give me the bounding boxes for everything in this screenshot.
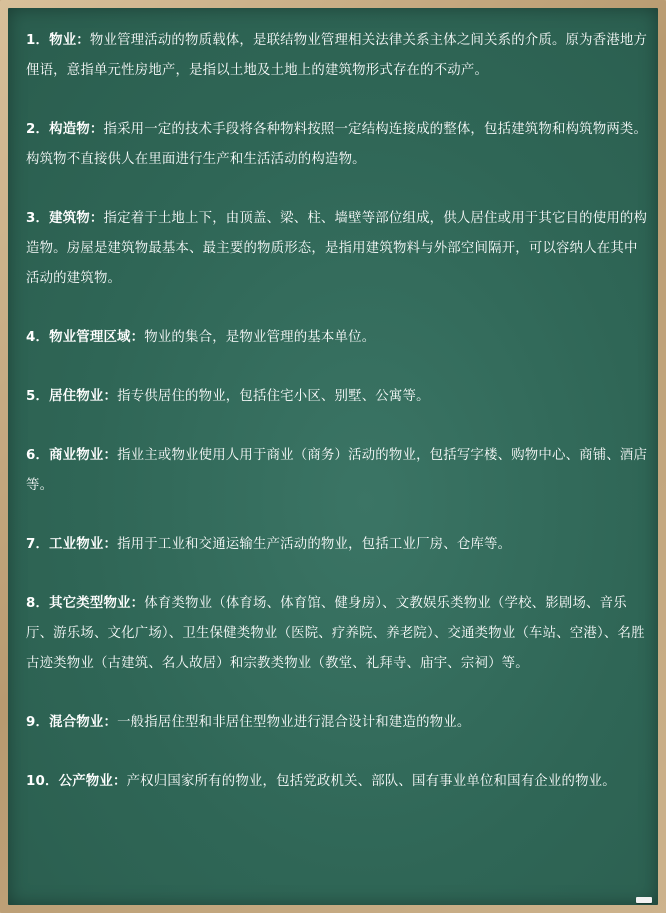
entry-term: 其它类型物业 [49,596,131,611]
entry-term: 物业 [49,33,77,48]
entry-number: 3． [26,211,50,226]
entry-term: 公产物业 [58,774,113,789]
entry-text: 物业的集合，是物业管理的基本单位。 [144,330,376,345]
entry-number: 5． [26,389,50,404]
definitions-list [26,26,648,826]
entry-text: 体育类物业（体育场、体育馆、健身房）、文教娱乐类物业（学校、影剧场、音乐厅、游乐场、文化广场）、卫生保健类物业（医院、疗养院、养老院）、交通类物业（车站、空港）、名胜古迹类物业（古建筑、名人故居）和宗教类物业（教堂、礼拜寺、庙宇、宗祠）等。 [26,596,645,671]
entry-separator: ： [130,596,145,611]
entry-separator: ： [103,537,118,552]
entry-text: 一般指居住型和非居住型物业进行混合设计和建造的物业。 [117,715,471,730]
entry-term: 商业物业 [49,448,104,463]
entry-text: 指专供居住的物业，包括住宅小区、别墅、公寓等。 [117,389,430,404]
entry-number: 1． [26,33,50,48]
entry-term: 工业物业 [49,537,104,552]
entry-number: 4． [26,330,50,345]
entry-separator: ： [103,389,118,404]
entry-text: 指业主或物业使用人用于商业（商务）活动的物业，包括写字楼、购物中心、商铺、酒店等。 [26,448,648,493]
definition-entry [26,441,648,501]
entry-text: 产权归国家所有的物业，包括党政机关、部队、国有事业单位和国有企业的物业。 [126,774,616,789]
definition-entry [26,530,648,560]
entry-number: 8． [26,596,50,611]
entry-term: 混合物业 [49,715,104,730]
definition-entry [26,26,648,86]
definition-entry [26,767,648,797]
definition-entry [26,382,648,412]
definition-entry [26,204,648,294]
entry-separator: ： [89,122,104,137]
definition-entry [26,323,648,353]
entry-number: 6． [26,448,50,463]
entry-separator: ： [103,715,118,730]
entry-number: 7． [26,537,50,552]
entry-separator: ： [89,211,104,226]
entry-separator: ： [76,33,90,48]
definition-entry [26,708,648,738]
chalk-piece [636,897,652,903]
entry-number: 10． [26,774,59,789]
entry-term: 物业管理区域 [49,330,131,345]
entry-term: 居住物业 [49,389,104,404]
entry-term: 建筑物 [49,211,90,226]
entry-text: 物业管理活动的物质载体，是联结物业管理相关法律关系主体之间关系的介质。原为香港地方俚语，意指单元性房地产，是指以土地及土地上的建筑物形式存在的不动产。 [26,33,648,78]
entry-term: 构造物 [49,122,90,137]
definition-entry [26,589,648,679]
entry-separator: ： [113,774,127,789]
entry-text: 指采用一定的技术手段将各种物料按照一定结构连接成的整体，包括建筑物和构筑物两类。构筑物不直接供人在里面进行生产和生活活动的构造物。 [26,122,648,167]
entry-separator: ： [103,448,118,463]
definition-entry [26,115,648,175]
entry-number: 2． [26,122,50,137]
entry-text: 指定着于土地上下，由顶盖、梁、柱、墙壁等部位组成，供人居住或用于其它目的使用的构造物。房屋是建筑物最基本、最主要的物质形态，是指用建筑物料与外部空间隔开，可以容纳人在其中活动的建筑物。 [26,211,648,286]
entry-number: 9． [26,715,50,730]
entry-text: 指用于工业和交通运输生产活动的物业，包括工业厂房、仓库等。 [117,537,512,552]
entry-separator: ： [130,330,145,345]
